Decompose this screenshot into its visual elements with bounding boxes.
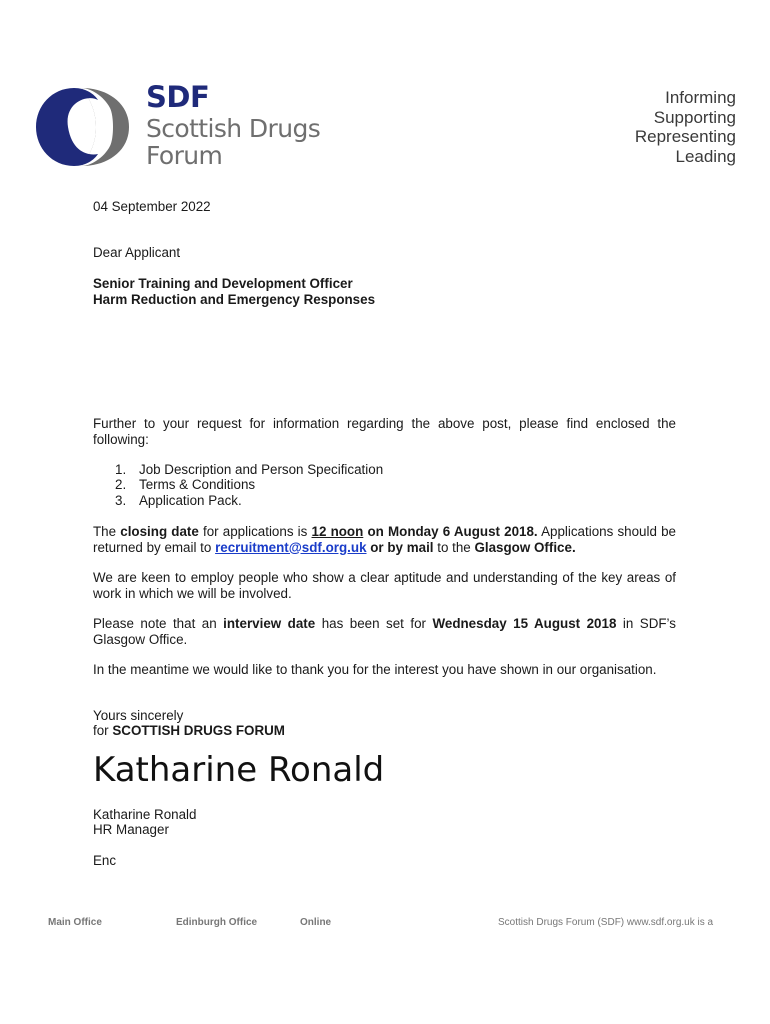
list-item [93, 477, 383, 492]
list-text: Terms & Conditions [139, 477, 256, 493]
list-text: Application Pack. [139, 492, 242, 508]
list-text: Job Description and Person Specification [139, 462, 384, 477]
text-run: Applications should be returned by email to [93, 524, 676, 555]
logo-text-line2: Forum [146, 141, 223, 170]
interview-date-value: Wednesday 15 August 2018 [432, 616, 617, 631]
footer-legal: Scottish Drugs Forum (SDF) www.sdf.org.uk is a [498, 917, 714, 928]
tagline-item: Informing [665, 88, 736, 107]
interview-paragraph [93, 616, 676, 647]
signature: Katharine Ronald [93, 750, 385, 790]
text-run: for applications is [198, 524, 312, 539]
text-run: for [93, 723, 113, 738]
tagline-item: Leading [675, 146, 736, 166]
text-run: has been set for [315, 616, 433, 631]
tagline [635, 88, 736, 166]
footer-main-office: Main Office [48, 917, 102, 928]
text-run: in SDF’s Glasgow Office. [93, 616, 676, 647]
logo-abbreviation: SDF [146, 80, 210, 114]
list-item [93, 493, 383, 508]
subject-line-2: Harm Reduction and Emergency Responses [93, 292, 376, 307]
organisation-name: SCOTTISH DRUGS FORUM [112, 723, 285, 738]
footer-edinburgh-office: Edinburgh Office [176, 917, 258, 928]
closing-date-paragraph [93, 524, 676, 555]
closing-time: 12 noon [311, 524, 364, 539]
list-number: 3. [115, 492, 127, 508]
signatory-organisation [93, 723, 285, 739]
closing-date-label: closing date [120, 524, 199, 539]
tagline-item: Representing [634, 127, 736, 146]
intro-paragraph: Further to your request for information regarding the above post, please find enclosed the following: [93, 416, 676, 447]
footer-online: Online [300, 917, 332, 928]
enclosure-list [93, 462, 383, 508]
keen-paragraph: We are keen to employ people who show a clear aptitude and understanding of the key areas of work in which we will be involved. [93, 570, 676, 601]
recruitment-email-link[interactable]: recruitment@sdf.org.uk [215, 539, 367, 555]
subject-line-1: Senior Training and Development Officer [93, 276, 353, 291]
sdf-logo-mark-icon [34, 86, 134, 168]
logo-text-line1: Scottish Drugs [146, 114, 321, 143]
interview-date-label: interview date [223, 616, 316, 631]
signer-name: Katharine Ronald [93, 807, 197, 822]
list-number: 2. [115, 477, 127, 493]
letter-date: 04 September 2022 [93, 199, 211, 214]
list-item [93, 462, 383, 477]
text-run: The [93, 524, 121, 539]
tagline-item: Supporting [653, 107, 736, 127]
text-run: Please note that an [93, 616, 224, 631]
sign-off: Yours sincerely [93, 708, 184, 723]
signer-title: HR Manager [93, 822, 169, 837]
list-number: 1. [115, 462, 127, 477]
salutation: Dear Applicant [93, 245, 181, 260]
glasgow-office-text: Glasgow Office. [474, 539, 576, 555]
enclosures-note: Enc [93, 853, 117, 868]
thanks-paragraph: In the meantime we would like to thank you for the interest you have shown in our organisation. [93, 662, 657, 677]
by-mail-text: or by mail [366, 539, 434, 555]
text-run: to the [433, 539, 475, 555]
closing-day: on Monday 6 August 2018. [363, 524, 538, 539]
